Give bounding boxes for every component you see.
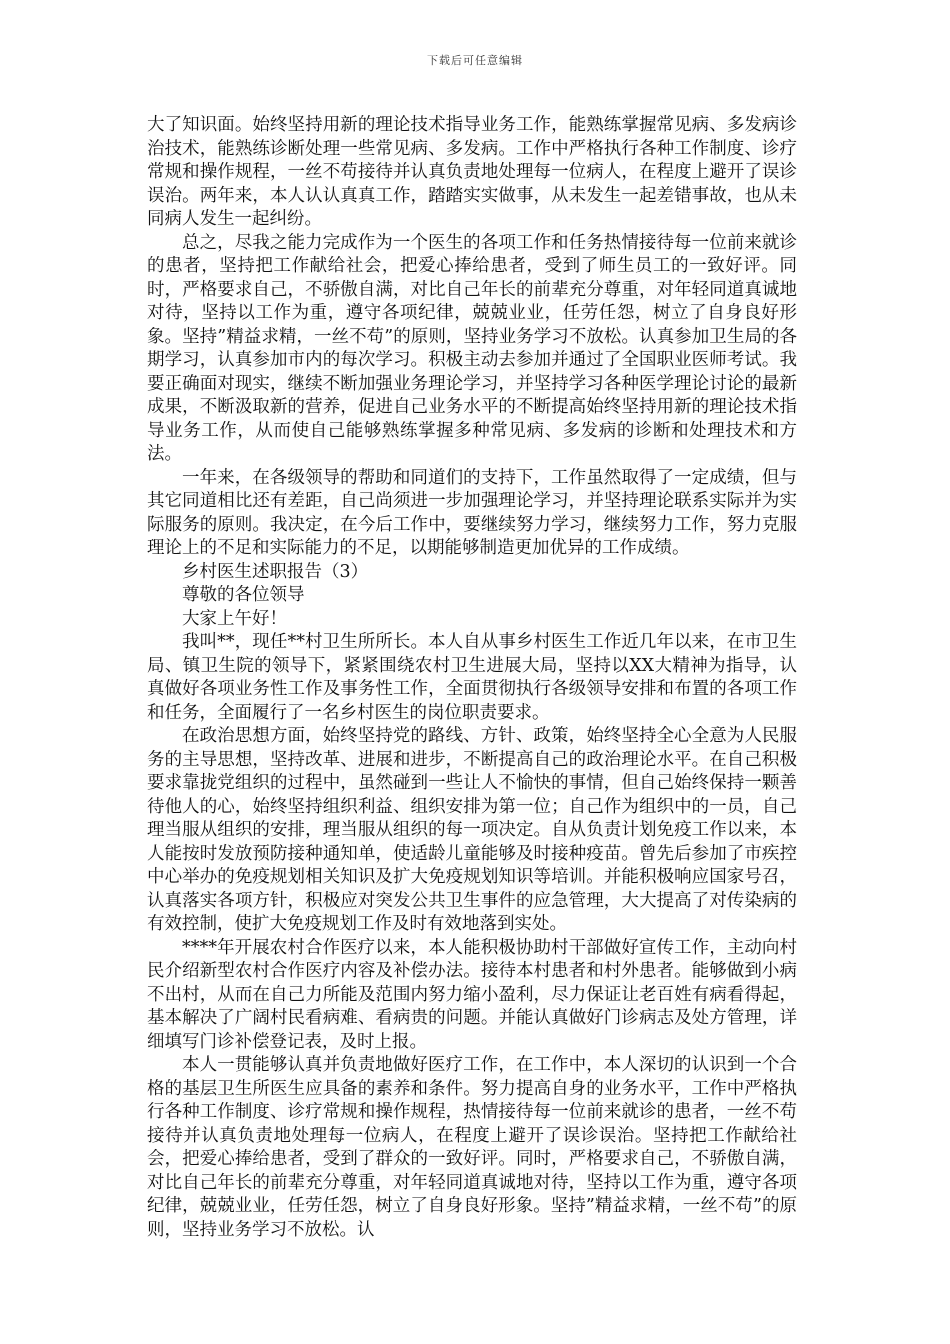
section-title: 乡村医生述职报告（3） (182, 561, 369, 582)
salutation: 尊敬的各位领导 (182, 585, 305, 605)
paragraph-summary: 总之，尽我之能力完成作为一个医生的各项工作和任务热情接待每一位前来就诊的患者，坚持把工作献给社会，把爱心捧给患者，受到了师生员工的一致好评。同时，严格要求自己，不骄傲自满，对比自己年长的前辈充分尊重，对年轻同道真诚地对待，坚持以工作为重，遵守各项纪律，兢兢业业，任劳任怨，树立了自身良好形象。坚持”精益求精，一丝不苟”的原则，坚持业务学习不放松。认真参加卫生局的各期学习，认真参加市内的每次学习。积极主动去参加并通过了全国职业医师考试。我要正确面对现实，继续不断加强业务理论学习，并坚持学习各种医学理论讨论的最新成果，不断汲取新的营养，促进自己业务水平的不断提高始终坚持用新的理论技术指导业务工作，从而使自己能够熟练掌握多种常见病、多发病的诊断和处理技术和方法。 (147, 232, 797, 464)
greeting: 大家上午好！ (182, 608, 287, 629)
paragraph-continuation: 大了知识面。始终坚持用新的理论技术指导业务工作，能熟练掌握常见病、多发病诊治技术，能熟练诊断处理一些常见病、多发病。工作中严格执行各种工作制度、诊疗常规和操作规程，一丝不苟接待并认真负责地处理每一位病人，在程度上避开了误诊误治。两年来，本人认认真真工作，踏踏实实做事，从未发生一起差错事故，也从未同病人发生一起纠纷。 (147, 115, 797, 229)
page-header: 下载后可任意编辑 (427, 54, 523, 67)
paragraph-political: 在政治思想方面，始终坚持党的路线、方针、政策，始终坚持全心全意为人民服务的主导思想，坚持改革、进展和进步，不断提高自己的政治理论水平。在自己积极要求靠拢党组织的过程中，虽然碰到一些让人不愉快的事情，但自己始终保持一颗善待他人的心，始终坚持组织利益、组织安排为第一位；自己作为组织中的一员，自己理当服从组织的安排，理当服从组织的每一项决定。自从负责计划免疫工作以来，本人能按时发放预防接种通知单，使适龄儿童能够及时接种疫苗。曾先后参加了市疾控中心举办的免疫规划相关知识及扩大免疫规划知识等培训。并能积极响应国家号召，认真落实各项方针，积极应对突发公共卫生事件的应急管理，大大提高了对传染病的有效控制，使扩大免疫规划工作及时有效地落到实处。 (147, 726, 797, 934)
paragraph-year-review: 一年来，在各级领导的帮助和同道们的支持下，工作虽然取得了一定成绩，但与其它同道相比还有差距，自己尚须进一步加强理论学习，并坚持理论联系实际并为实际服务的原则。我决定，在今后工作中，要继续努力学习，继续努力工作，努力克服理论上的不足和实际能力的不足，以期能够制造更加优异的工作成绩。 (147, 467, 797, 558)
document-body (147, 114, 797, 1242)
paragraph-medical-work: 本人一贯能够认真并负责地做好医疗工作，在工作中，本人深切的认识到一个合格的基层卫生所医生应具备的素养和条件。努力提高自身的业务水平，工作中严格执行各种工作制度、诊疗常规和操作规程，热情接待每一位前来就诊的患者，一丝不苟接待并认真负责地处理每一位病人，在程度上避开了误诊误治。坚持把工作献给社会，把爱心捧给患者，受到了群众的一致好评。同时，严格要求自己，不骄傲自满，对比自己年长的前辈充分尊重，对年轻同道真诚地对待，坚持以工作为重，遵守各项纪律，兢兢业业，任劳任怨，树立了自身良好形象。坚持”精益求精，一丝不苟”的原则，坚持业务学习不放松。认 (147, 1055, 797, 1240)
paragraph-introduction: 我叫**，现任**村卫生所所长。本人自从事乡村医生工作近几年以来，在市卫生局、镇卫生院的领导下，紧紧围绕农村卫生进展大局，坚持以XX大精神为指导，认真做好各项业务性工作及事务性工作，全面贯彻执行各级领导安排和布置的各项工作和任务，全面履行了一名乡村医生的岗位职责要求。 (147, 632, 797, 723)
paragraph-cooperative-medical: ****年开展农村合作医疗以来，本人能积极协助村干部做好宣传工作，主动向村民介绍新型农村合作医疗内容及补偿办法。接待本村患者和村外患者。能够做到小病不出村，从而在自己力所能及范围内努力缩小盈利，尽力保证让老百姓有病看得起，基本解决了广阔村民看病难、看病贵的问题。并能认真做好门诊病志及处方管理，详细填写门诊补偿登记表，及时上报。 (147, 937, 797, 1052)
